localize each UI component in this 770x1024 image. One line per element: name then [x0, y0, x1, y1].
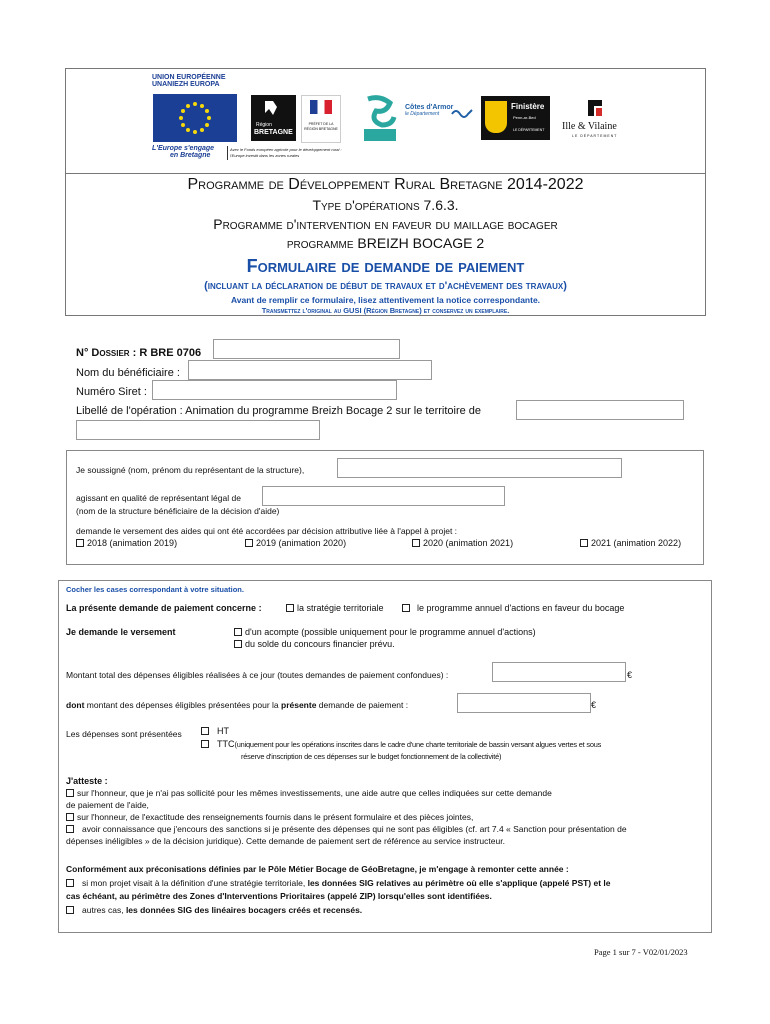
commit-2-text: autres cas, [82, 905, 126, 915]
finistere-line3: LE DÉPARTEMENT [513, 128, 545, 132]
advance-label: d'un acompte (possible uniquement pour le programme annuel d'actions) [245, 627, 536, 637]
year-option-2019[interactable] [245, 538, 346, 548]
ht-label: HT [217, 726, 229, 736]
undersigned-label: Je soussigné (nom, prénom du représentant de la structure), [76, 465, 305, 475]
attest-item-1[interactable] [66, 788, 706, 799]
payment-option-balance[interactable] [234, 639, 395, 649]
finistere-line1: Finistère [511, 102, 545, 111]
finistere-line2: Penn-ar-Bed [513, 115, 536, 120]
siret-field[interactable] [152, 380, 397, 400]
region-line2: BRETAGNE [254, 129, 293, 136]
commit-2-checkbox[interactable] [66, 906, 74, 914]
commit-item-2[interactable] [66, 905, 362, 915]
title-line1: Programme de Développement Rural Bretagne 2014-2022 [187, 176, 584, 193]
eu-fund-text [230, 147, 370, 159]
year-2020-label: 2020 (animation 2021) [423, 538, 514, 548]
finistere-crest-icon [485, 101, 507, 133]
geobretagne-logo [360, 95, 400, 143]
title-line2: Type d'opérations 7.6.3. [312, 197, 459, 213]
acting-as-label: agissant en qualité de représentant légal de [76, 493, 241, 503]
year-2018-checkbox[interactable] [76, 539, 84, 547]
ttc-label: TTC [217, 739, 235, 749]
total-amount-field[interactable] [492, 662, 626, 682]
expenses-option-ttc[interactable] [201, 739, 601, 749]
ermine-icon [251, 95, 296, 125]
undersigned-field[interactable] [337, 458, 622, 478]
eu-fund-line2: l'Europe investit dans les zones rurales [230, 153, 300, 158]
header-divider [66, 173, 705, 174]
commit-title: Conformément aux préconisations définies par le Pôle Métier Bocage de GéoBretagne, je m'engage à remonter cette année : [66, 864, 569, 874]
prefet-text: PRÉFET DE LA RÉGION BRETAGNE [304, 122, 338, 131]
cotes-line1: Côtes d'Armor [405, 104, 454, 111]
year-option-2021[interactable] [580, 538, 681, 548]
commit-1-text: si mon projet visait à la définition d'une stratégie territoriale, [82, 878, 308, 888]
year-option-2020[interactable] [412, 538, 513, 548]
eu-name-line2: UNANIEZH EUROPA [152, 81, 220, 88]
current-prefix: dont [66, 700, 85, 710]
programme-label: le programme annuel d'actions en faveur du bocage [417, 603, 625, 613]
ttc-note-line2: réserve d'inscription de ces dépenses sur le budget fonctionnement de la collectivité) [241, 752, 502, 761]
balance-checkbox[interactable] [234, 640, 242, 648]
structure-note: (nom de la structure bénéficiaire de la décision d'aide) [76, 506, 280, 516]
cotes-line2: le Département [405, 111, 440, 117]
current-amount-field[interactable] [457, 693, 591, 713]
current-bold: présente [281, 700, 317, 710]
year-option-2018[interactable] [76, 538, 177, 548]
ille-vilaine-mark-icon [584, 96, 606, 120]
eu-slogan [152, 145, 232, 159]
region-bretagne-logo [251, 95, 296, 141]
attest-3-line1: avoir connaissance que j'encours des sanctions si je présente des dépenses qui ne sont pas éligibles (cf. art 7.4 « Sanction pour présentation de [82, 824, 627, 834]
eu-flag-icon [153, 94, 237, 142]
eu-slogan-line2: en Bretagne [170, 152, 211, 159]
commit-1-bold2: cas échéant, au périmètre des Zones d'Interventions Prioritaires (appelé ZIP) lorsqu'elles sont identifiées. [66, 891, 492, 901]
request-line: demande le versement des aides qui ont été accordées par décision attributive liée à l'appel à projet : [76, 526, 458, 536]
expenses-label: Les dépenses sont présentées [66, 729, 182, 739]
strategy-label: la stratégie territoriale [297, 603, 384, 613]
attest-3-checkbox[interactable] [66, 825, 74, 833]
region-line1: Région [256, 122, 272, 128]
attest-1-line1: sur l'honneur, que je n'ai pas sollicité pour les mêmes investissements, une aide autre que celles indiquées sur cette demande [77, 788, 552, 798]
current-suffix: demande de paiement : [316, 700, 409, 710]
eu-fund-divider [227, 146, 228, 160]
commit-1-checkbox[interactable] [66, 879, 74, 887]
notice-line: Avant de remplir ce formulaire, lisez attentivement la notice correspondante. [230, 295, 541, 305]
ille-line1: Ille & Vilaine [562, 121, 617, 132]
form-title: Formulaire de demande de paiement [246, 256, 525, 276]
operation-label: Libellé de l'opération : Animation du programme Breizh Bocage 2 sur le territoire de [76, 405, 482, 417]
territory-field[interactable] [516, 400, 684, 420]
title-line3: Programme d'intervention en faveur du maillage bocager [213, 216, 558, 232]
ttc-checkbox[interactable] [201, 740, 209, 748]
concerns-label: La présente demande de paiement concerne : [66, 603, 262, 613]
attest-1-checkbox[interactable] [66, 789, 74, 797]
title-line4: programme BREIZH BOCAGE 2 [286, 235, 485, 251]
page-number: Page 1 sur 7 - V02/01/2023 [594, 947, 688, 957]
commit-1-bold1: les données SIG relatives au périmètre où elle s'applique (appelé PST) et le [307, 878, 611, 888]
prefet-logo [301, 95, 341, 143]
expenses-option-ht[interactable] [201, 726, 229, 736]
current-currency: € [591, 700, 597, 710]
year-2021-label: 2021 (animation 2022) [591, 538, 682, 548]
structure-field[interactable] [262, 486, 505, 506]
year-2018-label: 2018 (animation 2019) [87, 538, 178, 548]
beneficiary-label: Nom du bénéficiaire : [76, 367, 180, 379]
year-2019-label: 2019 (animation 2020) [256, 538, 347, 548]
attest-item-2[interactable] [66, 812, 473, 822]
situation-instruction: Cocher les cases correspondant à votre situation. [66, 585, 244, 594]
transmit-line: Transmettez l'original au GUSI (Région Bretagne) et conservez un exemplaire. [261, 306, 510, 315]
advance-checkbox[interactable] [234, 628, 242, 636]
programme-checkbox[interactable] [402, 604, 410, 612]
eu-logo [152, 74, 242, 88]
eu-name-line1: UNION EUROPÉENNE [152, 74, 226, 81]
strategy-checkbox[interactable] [286, 604, 294, 612]
concerns-option-strategy[interactable] [286, 603, 384, 613]
attest-1-line2: de paiement de l'aide, [66, 800, 149, 810]
attest-title-text: J'atteste [66, 776, 103, 786]
attest-2-checkbox[interactable] [66, 813, 74, 821]
total-currency: € [627, 670, 633, 680]
concerns-option-programme[interactable] [402, 603, 624, 613]
eu-fund-line1: Avec le Fonds européen agricole pour le développement rural : [230, 147, 342, 152]
current-label [66, 700, 408, 710]
payment-label: Je demande le versement [66, 627, 176, 637]
ille-vilaine-logo [562, 96, 632, 141]
territory-field-continued[interactable] [76, 420, 320, 440]
ttc-note-line1: (uniquement pour les opérations inscrites dans le cadre d'une charte territoriale de bassin versant algues vertes et sous [234, 740, 602, 749]
marianne-icon [310, 100, 332, 114]
dossier-number-field[interactable] [213, 339, 400, 359]
siret-label: Numéro Siret : [76, 386, 147, 398]
attest-3-line2: dépenses inéligibles » de la décision juridique). Cette demande de paiement sert de référence au service instructeur. [66, 836, 505, 846]
beneficiary-field[interactable] [188, 360, 432, 380]
year-2020-checkbox[interactable] [412, 539, 420, 547]
balance-label: du solde du concours financier prévu. [245, 639, 395, 649]
commit-2-bold: les données SIG des linéaires bocagers créés et recensés. [125, 905, 363, 915]
dossier-number-label: N° Dossier : R BRE 0706 [76, 347, 202, 359]
payment-option-advance[interactable] [234, 627, 536, 637]
current-mid: montant des dépenses éligibles présentées pour la [84, 700, 281, 710]
total-label: Montant total des dépenses éligibles réalisées à ce jour (toutes demandes de paiement confondues) : [66, 670, 449, 680]
eu-slogan-line1: L'Europe s'engage [152, 145, 215, 152]
finistere-logo [481, 96, 550, 140]
commit-item-1[interactable] [66, 878, 611, 888]
attest-2-label: sur l'honneur, de l'exactitude des renseignements fournis dans le présent formulaire et des pièces jointes, [77, 812, 474, 822]
ille-line2: LE DÉPARTEMENT [572, 134, 618, 138]
cotes-armor-logo [405, 104, 475, 117]
wave-icon [450, 108, 474, 118]
attest-title: J'atteste : [66, 776, 108, 786]
form-subtitle: (incluant la déclaration de début de travaux et d'achèvement des travaux) [204, 280, 567, 292]
attest-item-3[interactable] [66, 824, 627, 834]
year-2019-checkbox[interactable] [245, 539, 253, 547]
ht-checkbox[interactable] [201, 727, 209, 735]
year-2021-checkbox[interactable] [580, 539, 588, 547]
